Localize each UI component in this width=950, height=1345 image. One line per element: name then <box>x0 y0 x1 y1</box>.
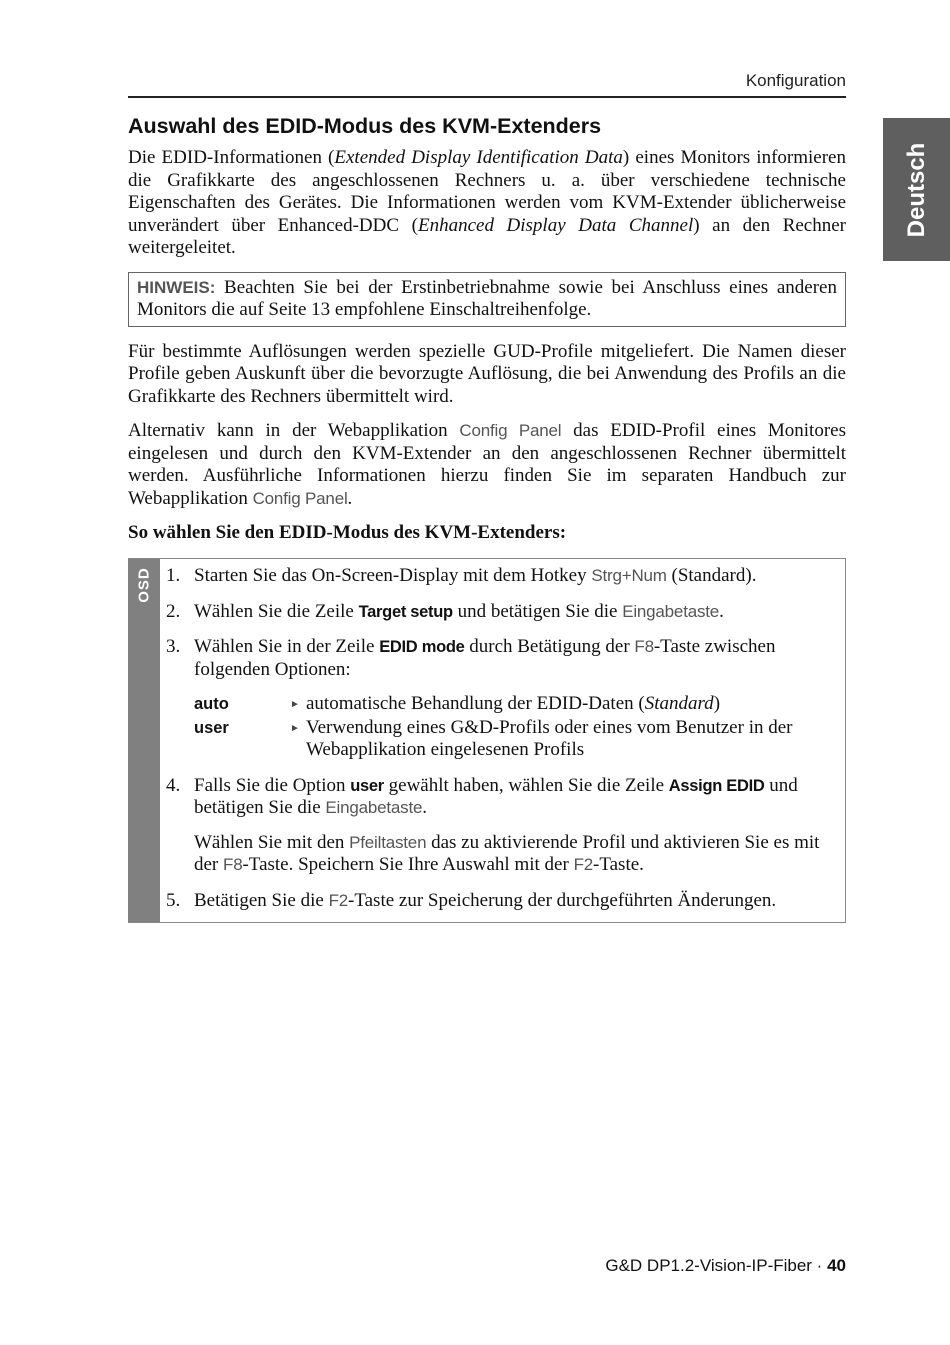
bullet-arrow-icon: ► <box>290 699 300 710</box>
osd-procedure-box <box>128 558 846 923</box>
osd-label: OSD <box>135 567 153 603</box>
note-label: HINWEIS: <box>137 277 216 297</box>
page-content <box>128 114 846 923</box>
language-tab <box>883 118 950 261</box>
intro-paragraph: Die EDID-Informationen (Extended Display Identification Data) eines Monitors informieren die Grafikkarte des angeschlossenen Rechners u. a. über verschiedene technische Eigenschaften des Gerätes. Die Informationen werden vom KVM-Extender üblicherweise unverändert über Enhanced-DDC (Enhanced Display Data Channel) an den Rechner weitergeleitet. <box>128 147 846 258</box>
language-tab-label: Deutsch <box>902 142 930 237</box>
step-2: 2. Wählen Sie die Zeile Target setup und betätigen Sie die Eingabetaste. <box>166 600 724 622</box>
option-row: user ► Verwendung eines G&D-Profils oder eines vom Benutzer in der Webapplikation eingelesenen Profils <box>194 716 793 760</box>
config-panel-paragraph: Alternativ kann in der Webapplikation Config Panel das EDID-Profil eines Monitores eingelesen und durch den KVM-Extender an den angeschlossenen Rechner übermittelt werden. Ausführliche Informationen hierzu finden Sie im separaten Handbuch zur Webapplikation Config Panel. <box>128 420 846 509</box>
page-footer <box>605 1256 846 1276</box>
step-1: 1. Starten Sie das On-Screen-Display mit dem Hotkey Strg+Num (Standard). <box>166 565 757 586</box>
profiles-paragraph: Für bestimmte Auflösungen werden spezielle GUD-Profile mitgeliefert. Die Namen dieser Profile geben Auskunft über die bevorzugte Auflösung, die bei Anwendung des Profils an die Grafikkarte des Rechners übermittelt wird. <box>128 340 846 407</box>
page-number: 40 <box>827 1256 846 1275</box>
step-3: 3. Wählen Sie in der Zeile EDID mode durch Betätigung der F8-Taste zwischen folgenden Optionen: auto ► automatische Behandlung der EDID-Daten (Standard) user ► Verwendung eines G&D-Profils oder eines vom Benutzer in der Webapplikation eingelesenen Profils <box>194 636 831 762</box>
option-row: auto ► automatische Behandlung der EDID-Daten (Standard) <box>194 693 831 717</box>
header-rule <box>128 96 846 98</box>
osd-sidebar <box>128 559 160 922</box>
step-4: 4. Falls Sie die Option user gewählt haben, wählen Sie die Zeile Assign EDID und betätigen Sie die Eingabetaste. Wählen Sie mit den Pfeiltasten das zu aktivierende Profil und aktivieren Sie es mit der F8-Taste. Speichern Sie Ihre Auswahl mit der F2-Taste. <box>194 775 831 877</box>
section-title: Auswahl des EDID-Modus des KVM-Extenders <box>128 114 602 138</box>
step-4-detail: Wählen Sie mit den Pfeiltasten das zu aktivierende Profil und aktivieren Sie es mit der F8-Taste. Speichern Sie Ihre Auswahl mit der F2-Taste. <box>194 831 820 875</box>
running-header: Konfiguration <box>745 71 846 90</box>
edid-options <box>194 693 831 762</box>
note-box <box>128 272 846 327</box>
product-name: G&D DP1.2-Vision-IP-Fiber · <box>605 1256 828 1275</box>
note-text: Beachten Sie bei der Erstinbetriebnahme sowie bei Anschluss eines anderen Monitors die auf Seite 13 empfohlene Einschaltreihenfolge. <box>137 276 837 320</box>
bullet-arrow-icon: ► <box>290 722 300 734</box>
procedure-title: So wählen Sie den EDID-Modus des KVM-Extenders: <box>128 522 567 543</box>
step-5: 5. Betätigen Sie die F2-Taste zur Speicherung der durchgeführten Änderungen. <box>166 889 777 911</box>
